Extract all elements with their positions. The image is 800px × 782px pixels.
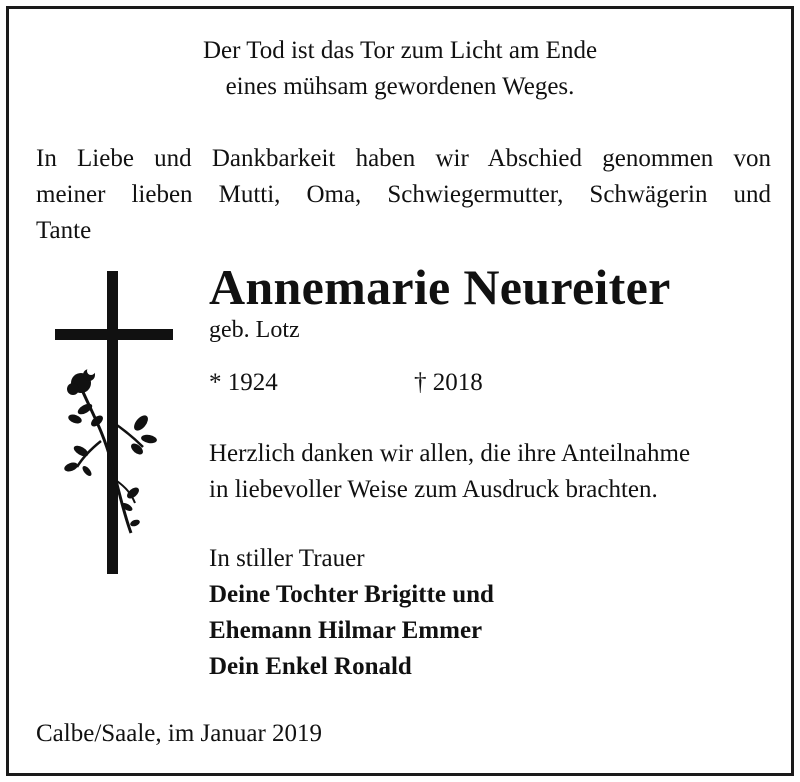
intro-line-1: In Liebe und Dankbarkeit haben wir Abschied genommen von <box>36 145 771 172</box>
cross-with-rose-icon <box>51 271 181 576</box>
mourners-block <box>209 541 494 685</box>
motto-line-2: eines mühsam gewordenen Weges. <box>225 73 575 100</box>
obituary-frame <box>6 6 794 776</box>
mourner-line-3: Dein Enkel Ronald <box>209 653 412 680</box>
mourner-line-1: Deine Tochter Brigitte und <box>209 581 494 608</box>
birth-name: geb. Lotz <box>209 317 300 343</box>
motto-line-1: Der Tod ist das Tor zum Licht am Ende <box>202 37 598 64</box>
mourner-line-2: Ehemann Hilmar Emmer <box>209 617 483 644</box>
death-year: † 2018 <box>414 369 483 396</box>
thanks-line-1: Herzlich danken wir allen, die ihre Anteilnahme <box>209 440 691 467</box>
intro-line-2: meiner lieben Mutti, Oma, Schwiegermutter, Schwägerin und <box>36 181 771 208</box>
birth-year: * 1924 <box>209 369 278 396</box>
intro-line-3: Tante <box>36 217 92 244</box>
deceased-name: Annemarie Neureiter <box>209 259 671 315</box>
thanks-text <box>209 436 690 508</box>
place-date: Calbe/Saale, im Januar 2019 <box>36 720 323 747</box>
mourners-intro: In stiller Trauer <box>209 545 365 572</box>
thanks-line-2: in liebevoller Weise zum Ausdruck brachten. <box>209 476 658 503</box>
